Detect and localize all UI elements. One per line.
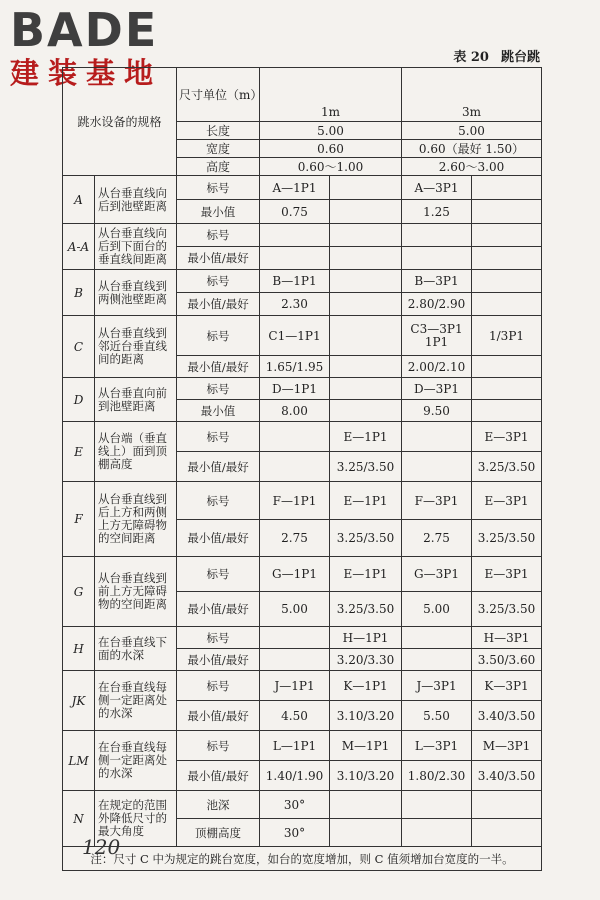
cell bbox=[260, 422, 330, 452]
table-note: 注：尺寸 C 中为规定的跳台宽度，如台的宽度增加，则 C 值须增加台宽度的一半。 bbox=[63, 847, 542, 871]
cell: 3.25/3.50 bbox=[472, 520, 542, 557]
cell: 1.65/1.95 bbox=[260, 356, 330, 378]
cell bbox=[260, 452, 330, 482]
row-label: 最小值/最好 bbox=[177, 592, 260, 627]
cell bbox=[402, 247, 472, 270]
cell: 3.25/3.50 bbox=[472, 452, 542, 482]
table-row bbox=[63, 671, 542, 701]
row-label: 最小值/最好 bbox=[177, 701, 260, 731]
cell bbox=[402, 452, 472, 482]
row-symbol: N bbox=[63, 791, 95, 847]
cell: 2.75 bbox=[260, 520, 330, 557]
cell bbox=[472, 400, 542, 422]
cell bbox=[330, 224, 402, 247]
row-description: 在台垂直线每侧一定距离处的水深 bbox=[95, 731, 177, 791]
cell bbox=[402, 819, 472, 847]
row-symbol: C bbox=[63, 316, 95, 378]
cell: H—3P1 bbox=[472, 627, 542, 649]
table-title: 跳台跳 bbox=[500, 50, 540, 65]
table-row bbox=[63, 627, 542, 649]
cell: 2.30 bbox=[260, 293, 330, 316]
row-label: 顶棚高度 bbox=[177, 819, 260, 847]
note-row bbox=[63, 847, 542, 871]
table-row bbox=[63, 482, 542, 520]
cell: J—3P1 bbox=[402, 671, 472, 701]
cell: E—1P1 bbox=[330, 482, 402, 520]
height-3m: 2.60～3.00 bbox=[402, 158, 542, 176]
cell: B—1P1 bbox=[260, 270, 330, 293]
col-3m: 3m bbox=[402, 104, 542, 122]
cell bbox=[330, 176, 402, 200]
cell bbox=[472, 200, 542, 224]
row-label: 标号 bbox=[177, 731, 260, 761]
row-symbol: E bbox=[63, 422, 95, 482]
cell: F—3P1 bbox=[402, 482, 472, 520]
row-label: 标号 bbox=[177, 316, 260, 356]
cell bbox=[330, 400, 402, 422]
length-3m: 5.00 bbox=[402, 122, 542, 140]
cell: B—3P1 bbox=[402, 270, 472, 293]
cell: G—3P1 bbox=[402, 557, 472, 592]
cell bbox=[330, 247, 402, 270]
cell: 5.50 bbox=[402, 701, 472, 731]
cell bbox=[330, 791, 402, 819]
row-symbol: JK bbox=[63, 671, 95, 731]
cell: G—1P1 bbox=[260, 557, 330, 592]
cell: 4.50 bbox=[260, 701, 330, 731]
cell: L—1P1 bbox=[260, 731, 330, 761]
width-3m: 0.60（最好 1.50） bbox=[402, 140, 542, 158]
table-row bbox=[63, 316, 542, 356]
row-description: 从台垂直线到前上方无障碍物的空间距离 bbox=[95, 557, 177, 627]
cell: 3.40/3.50 bbox=[472, 761, 542, 791]
cell: 9.50 bbox=[402, 400, 472, 422]
platform-diving-spec-table bbox=[62, 67, 542, 871]
cell: 1.25 bbox=[402, 200, 472, 224]
cell: K—1P1 bbox=[330, 671, 402, 701]
row-label: 最小值/最好 bbox=[177, 761, 260, 791]
page-number: 120 bbox=[82, 835, 121, 859]
width-1m: 0.60 bbox=[260, 140, 402, 158]
cell bbox=[330, 270, 402, 293]
corner-label: 跳水设备的规格 bbox=[63, 68, 177, 176]
table-row bbox=[63, 224, 542, 247]
row-label: 最小值/最好 bbox=[177, 356, 260, 378]
cell bbox=[402, 224, 472, 247]
cell: 1.40/1.90 bbox=[260, 761, 330, 791]
row-symbol: A-A bbox=[63, 224, 95, 270]
cell: 30° bbox=[260, 819, 330, 847]
row-symbol: F bbox=[63, 482, 95, 557]
cell: E—1P1 bbox=[330, 557, 402, 592]
cell: 3.40/3.50 bbox=[472, 701, 542, 731]
cell bbox=[402, 791, 472, 819]
cell bbox=[260, 224, 330, 247]
row-description: 从台垂直线向后到下面台的垂直线间距离 bbox=[95, 224, 177, 270]
unit-label: 尺寸单位（m） bbox=[177, 68, 260, 122]
cell: D—1P1 bbox=[260, 378, 330, 400]
cell bbox=[472, 247, 542, 270]
cell: C1—1P1 bbox=[260, 316, 330, 356]
cell: 3.50/3.60 bbox=[472, 649, 542, 671]
row-label: 最小值 bbox=[177, 200, 260, 224]
cell bbox=[330, 293, 402, 316]
cell: M—3P1 bbox=[472, 731, 542, 761]
cell: 3.25/3.50 bbox=[472, 592, 542, 627]
cell: E—3P1 bbox=[472, 557, 542, 592]
cell: 3.25/3.50 bbox=[330, 592, 402, 627]
row-description: 从台垂直线向后到池壁距离 bbox=[95, 176, 177, 224]
table-row bbox=[63, 557, 542, 592]
row-label: 标号 bbox=[177, 422, 260, 452]
cell bbox=[330, 378, 402, 400]
cell: 3.25/3.50 bbox=[330, 452, 402, 482]
table-row bbox=[63, 270, 542, 293]
row-symbol: A bbox=[63, 176, 95, 224]
cell: 2.80/2.90 bbox=[402, 293, 472, 316]
table-caption bbox=[453, 46, 540, 65]
row-symbol: B bbox=[63, 270, 95, 316]
cell: 5.00 bbox=[402, 592, 472, 627]
col-1m: 1m bbox=[260, 104, 402, 122]
cell: F—1P1 bbox=[260, 482, 330, 520]
cell: 0.75 bbox=[260, 200, 330, 224]
cell: L—3P1 bbox=[402, 731, 472, 761]
row-label: 最小值/最好 bbox=[177, 452, 260, 482]
row-description: 从台垂直向前到池壁距离 bbox=[95, 378, 177, 422]
cell: D—3P1 bbox=[402, 378, 472, 400]
table-row bbox=[63, 791, 542, 819]
cell bbox=[330, 819, 402, 847]
cell bbox=[330, 200, 402, 224]
row-label: 标号 bbox=[177, 557, 260, 592]
cell bbox=[402, 649, 472, 671]
cell: 3.10/3.20 bbox=[330, 701, 402, 731]
cell bbox=[402, 422, 472, 452]
cell: 30° bbox=[260, 791, 330, 819]
row-symbol: D bbox=[63, 378, 95, 422]
cell: H—1P1 bbox=[330, 627, 402, 649]
row-label: 最小值 bbox=[177, 400, 260, 422]
row-label: 最小值/最好 bbox=[177, 293, 260, 316]
row-description: 从台垂直线到后上方和两侧上方无障碍物的空间距离 bbox=[95, 482, 177, 557]
cell: 1.80/2.30 bbox=[402, 761, 472, 791]
width-label: 宽度 bbox=[177, 140, 260, 158]
cell bbox=[472, 224, 542, 247]
row-description: 从台垂直线到两侧池壁距离 bbox=[95, 270, 177, 316]
row-label: 池深 bbox=[177, 791, 260, 819]
row-label: 标号 bbox=[177, 671, 260, 701]
row-label: 标号 bbox=[177, 270, 260, 293]
height-label: 高度 bbox=[177, 158, 260, 176]
row-symbol: H bbox=[63, 627, 95, 671]
cell bbox=[472, 791, 542, 819]
cell: 2.75 bbox=[402, 520, 472, 557]
row-label: 最小值/最好 bbox=[177, 520, 260, 557]
table-row bbox=[63, 176, 542, 200]
cell: 8.00 bbox=[260, 400, 330, 422]
cell bbox=[260, 247, 330, 270]
cell bbox=[402, 627, 472, 649]
cell: E—3P1 bbox=[472, 422, 542, 452]
row-label: 标号 bbox=[177, 378, 260, 400]
row-symbol: G bbox=[63, 557, 95, 627]
header-row-units bbox=[63, 68, 542, 104]
cell: E—3P1 bbox=[472, 482, 542, 520]
row-description: 从台垂直线到邻近台垂直线间的距离 bbox=[95, 316, 177, 378]
cell bbox=[260, 627, 330, 649]
cell: 3.20/3.30 bbox=[330, 649, 402, 671]
row-label: 标号 bbox=[177, 176, 260, 200]
cell bbox=[472, 293, 542, 316]
cell: 3.10/3.20 bbox=[330, 761, 402, 791]
cell bbox=[330, 316, 402, 356]
length-1m: 5.00 bbox=[260, 122, 402, 140]
cell bbox=[260, 649, 330, 671]
cell: 1/3P1 bbox=[472, 316, 542, 356]
cell: K—3P1 bbox=[472, 671, 542, 701]
cell bbox=[472, 176, 542, 200]
cell bbox=[330, 356, 402, 378]
table-number: 表 20 bbox=[453, 50, 489, 65]
table-row bbox=[63, 378, 542, 400]
row-label: 最小值/最好 bbox=[177, 649, 260, 671]
row-label: 标号 bbox=[177, 224, 260, 247]
table-row bbox=[63, 422, 542, 452]
cell bbox=[472, 356, 542, 378]
cell: 2.00/2.10 bbox=[402, 356, 472, 378]
row-label: 标号 bbox=[177, 482, 260, 520]
logo-subtitle: 建装基地 bbox=[10, 56, 163, 90]
row-description: 从台端（垂直线上）面到顶棚高度 bbox=[95, 422, 177, 482]
cell bbox=[472, 378, 542, 400]
row-description: 在规定的范围外降低尺寸的最大角度 bbox=[95, 791, 177, 847]
table-row bbox=[63, 731, 542, 761]
cell: A—3P1 bbox=[402, 176, 472, 200]
row-description: 在台垂直线每侧一定距离处的水深 bbox=[95, 671, 177, 731]
cell: E—1P1 bbox=[330, 422, 402, 452]
cell: A—1P1 bbox=[260, 176, 330, 200]
cell bbox=[472, 819, 542, 847]
row-label: 标号 bbox=[177, 627, 260, 649]
cell: J—1P1 bbox=[260, 671, 330, 701]
row-symbol: LM bbox=[63, 731, 95, 791]
height-1m: 0.60～1.00 bbox=[260, 158, 402, 176]
row-description: 在台垂直线下面的水深 bbox=[95, 627, 177, 671]
cell bbox=[472, 270, 542, 293]
cell: 5.00 bbox=[260, 592, 330, 627]
row-label: 最小值/最好 bbox=[177, 247, 260, 270]
cell: M—1P1 bbox=[330, 731, 402, 761]
cell: C3—3P1 1P1 bbox=[402, 316, 472, 356]
length-label: 长度 bbox=[177, 122, 260, 140]
cell: 3.25/3.50 bbox=[330, 520, 402, 557]
logo-wordmark: BADE bbox=[10, 3, 159, 57]
